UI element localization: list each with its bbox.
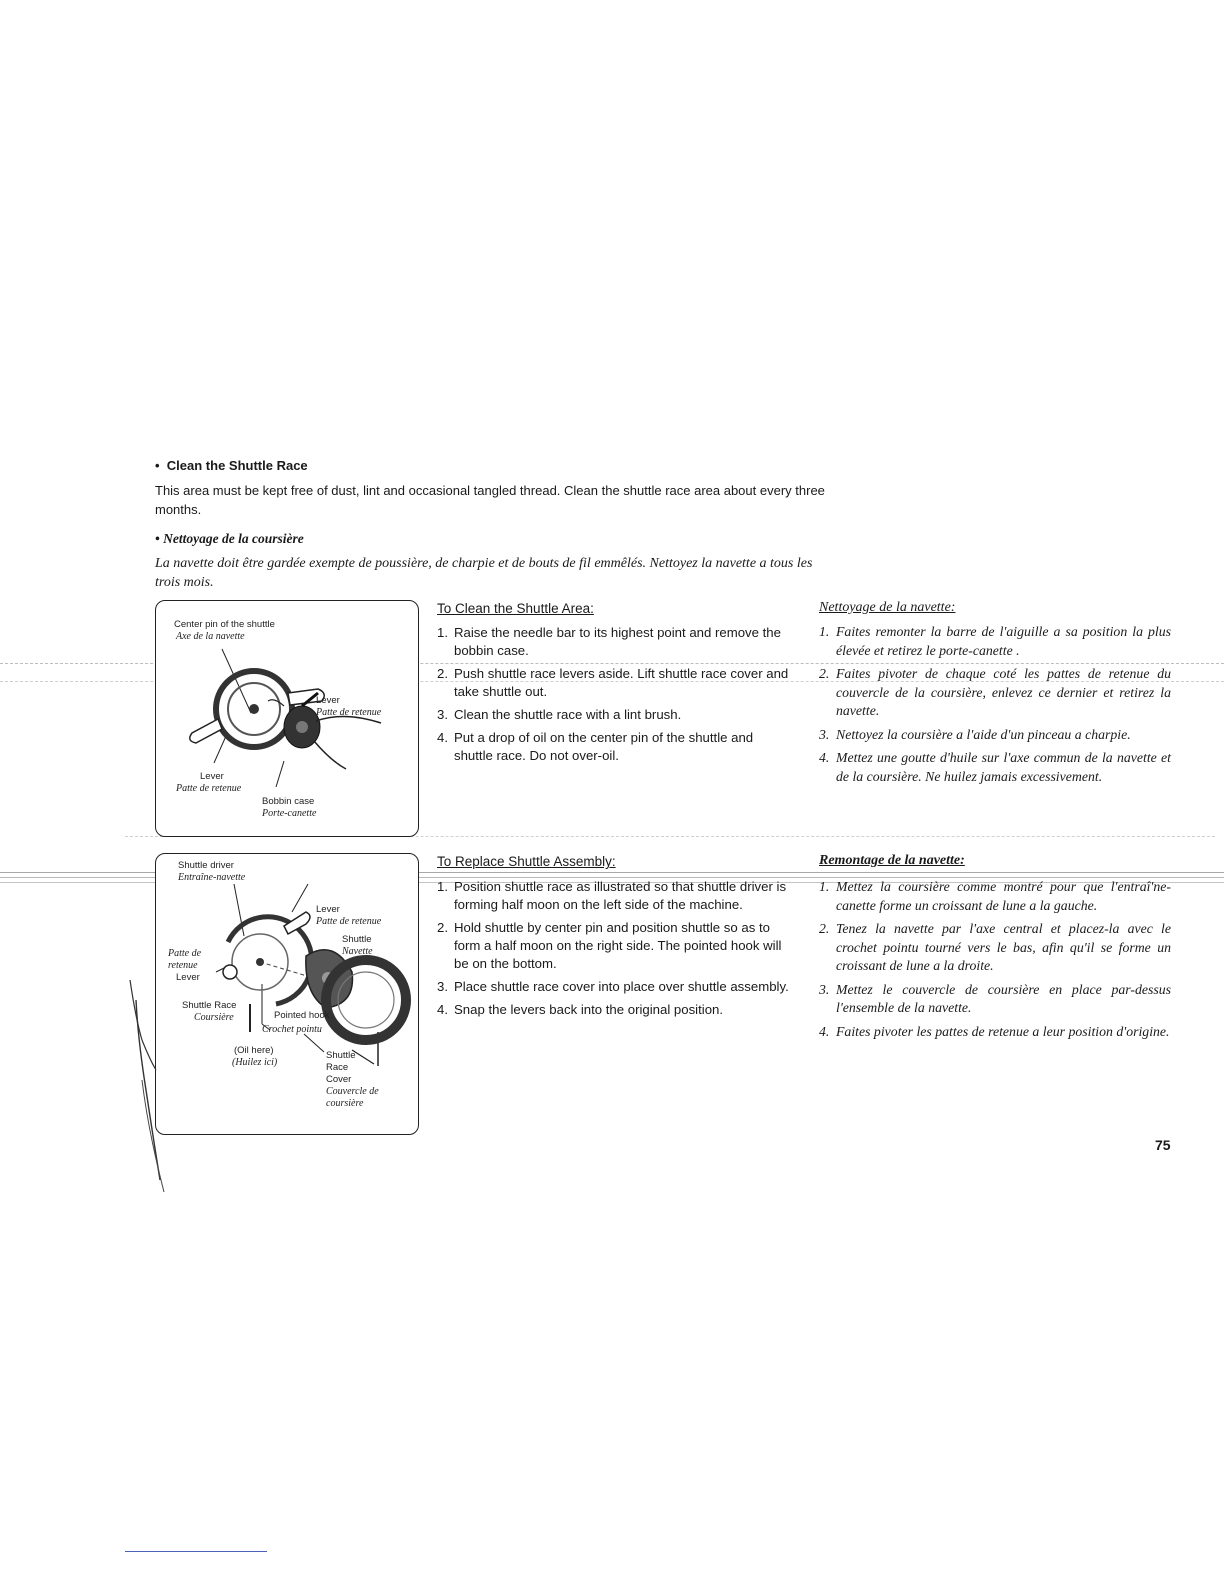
label-lever-right-fr: Patte de retenue xyxy=(316,916,382,927)
figure-shuttle-removal xyxy=(155,600,419,837)
label-patte-line1: Patte de xyxy=(168,948,202,959)
intro-text-en: This area must be kept free of dust, lint and occasional tangled thread. Clean the shuttle race area about every three months. xyxy=(155,483,825,517)
label-bobbin-case-fr: Porte-canette xyxy=(262,808,317,819)
step-item: 4. Mettez une goutte d'huile sur l'axe commun de la navette et de la coursière. Ne huilez jamais excessivement. xyxy=(819,750,1171,784)
page-number: 75 xyxy=(1155,1137,1171,1153)
label-lever-right-fr: Patte de retenue xyxy=(316,707,382,718)
label-oil-here: (Oil here) xyxy=(234,1045,274,1056)
clean-title-fr: Nettoyage de la navette: xyxy=(819,600,956,615)
label-pointed-hook: Pointed hook xyxy=(274,1010,330,1021)
step-item: 3. Mettez le couvercle de coursière en place par-dessus l'ensemble de la navette. xyxy=(819,981,1171,1015)
step-item: 3. Nettoyez la coursière a l'aide d'un pinceau a charpie. xyxy=(819,726,1131,742)
label-lever-left-fr: Patte de retenue xyxy=(176,783,242,794)
scan-margin-stroke xyxy=(120,980,180,1195)
clean-steps-fr xyxy=(819,623,1171,791)
step-item: 1. Mettez la coursière comme montré pour que l'entraî'ne-canette forme un croissant de lune a la gauche. xyxy=(819,879,1171,913)
label-cover-3: Cover xyxy=(326,1074,352,1085)
step-item: 4. Put a drop of oil on the center pin of the shuttle and shuttle race. Do not over-oil. xyxy=(437,730,754,763)
replace-title-en: To Replace Shuttle Assembly: xyxy=(437,854,616,869)
label-lever-right: Lever xyxy=(316,904,340,915)
label-pointed-hook-fr: Crochet pointu xyxy=(262,1024,322,1035)
clean-steps-en xyxy=(437,624,789,770)
label-lever-right: Lever xyxy=(316,695,340,706)
label-oil-here-fr: (Huilez ici) xyxy=(232,1057,278,1068)
label-cover-1: Shuttle xyxy=(326,1050,356,1061)
section-heading-fr: • Nettoyage de la coursière xyxy=(155,531,304,546)
step-item: 1. Position shuttle race as illustrated so that shuttle driver is forming half moon on the left side of the machine. xyxy=(437,879,787,912)
clean-title-en: To Clean the Shuttle Area: xyxy=(437,601,594,616)
replace-steps-fr xyxy=(819,878,1171,1046)
step-item: 4. Faites pivoter les pattes de retenue a leur position d'origine. xyxy=(819,1023,1170,1039)
section-heading-en: • Clean the Shuttle Race xyxy=(155,458,308,473)
step-item: 2. Push shuttle race levers aside. Lift shuttle race cover and take shuttle out. xyxy=(437,666,789,699)
replace-title-fr: Remontage de la navette: xyxy=(819,853,965,868)
label-center-pin-fr: Axe de la navette xyxy=(176,631,245,642)
label-cover-fr-2: coursière xyxy=(326,1098,364,1109)
step-item: 4. Snap the levers back into the original position. xyxy=(437,1002,724,1017)
label-cover-2: Race xyxy=(326,1062,349,1073)
label-shuttle-driver-fr: Entraîne-navette xyxy=(178,872,246,883)
label-lever-left: Lever xyxy=(176,972,200,983)
label-center-pin: Center pin of the shuttle xyxy=(174,619,275,630)
label-shuttle-driver: Shuttle driver xyxy=(178,860,234,871)
label-patte-line2: retenue xyxy=(168,960,198,971)
step-item: 1. Faites remonter la barre de l'aiguille a sa position la plus élevée et retirez le porte-canette . xyxy=(819,624,1171,658)
figure-shuttle-assembly xyxy=(155,853,419,1135)
step-item: 2. Hold shuttle by center pin and position shuttle so as to form a half moon on the right side. The pointed hook will be on the bottom. xyxy=(437,920,782,971)
label-shuttle-fr: Navette xyxy=(342,946,373,957)
label-bobbin-case: Bobbin case xyxy=(262,796,315,807)
label-shuttle-race: Shuttle Race xyxy=(182,1000,237,1011)
intro-text-fr: La navette doit être gardée exempte de poussière, de charpie et de bouts de fil emmêlés. Nettoyez la navette a tous les trois mois. xyxy=(155,556,813,590)
bullet: • xyxy=(155,531,164,546)
label-shuttle: Shuttle xyxy=(342,934,372,945)
scan-artifact-line xyxy=(125,1551,267,1552)
step-item: 3. Place shuttle race cover into place over shuttle assembly. xyxy=(437,979,789,994)
bullet: • xyxy=(155,458,167,473)
replace-steps-en xyxy=(437,878,789,1024)
step-item: 1. Raise the needle bar to its highest point and remove the bobbin case. xyxy=(437,625,781,658)
label-lever-left: Lever xyxy=(200,771,224,782)
step-item: 2. Faites pivoter de chaque coté les pattes de retenue du couvercle de la coursière, enlevez ce dernier et retirez la navette. xyxy=(819,666,1171,718)
label-shuttle-race-fr: Coursière xyxy=(194,1012,234,1023)
label-cover-fr-1: Couvercle de xyxy=(326,1086,379,1097)
step-item: 2. Tenez la navette par l'axe central et placez-la avec le crochet pointu tourné vers le bas, afin qu'il se forme un croissant de lune a la droite. xyxy=(819,921,1171,973)
step-item: 3. Clean the shuttle race with a lint brush. xyxy=(437,707,682,722)
